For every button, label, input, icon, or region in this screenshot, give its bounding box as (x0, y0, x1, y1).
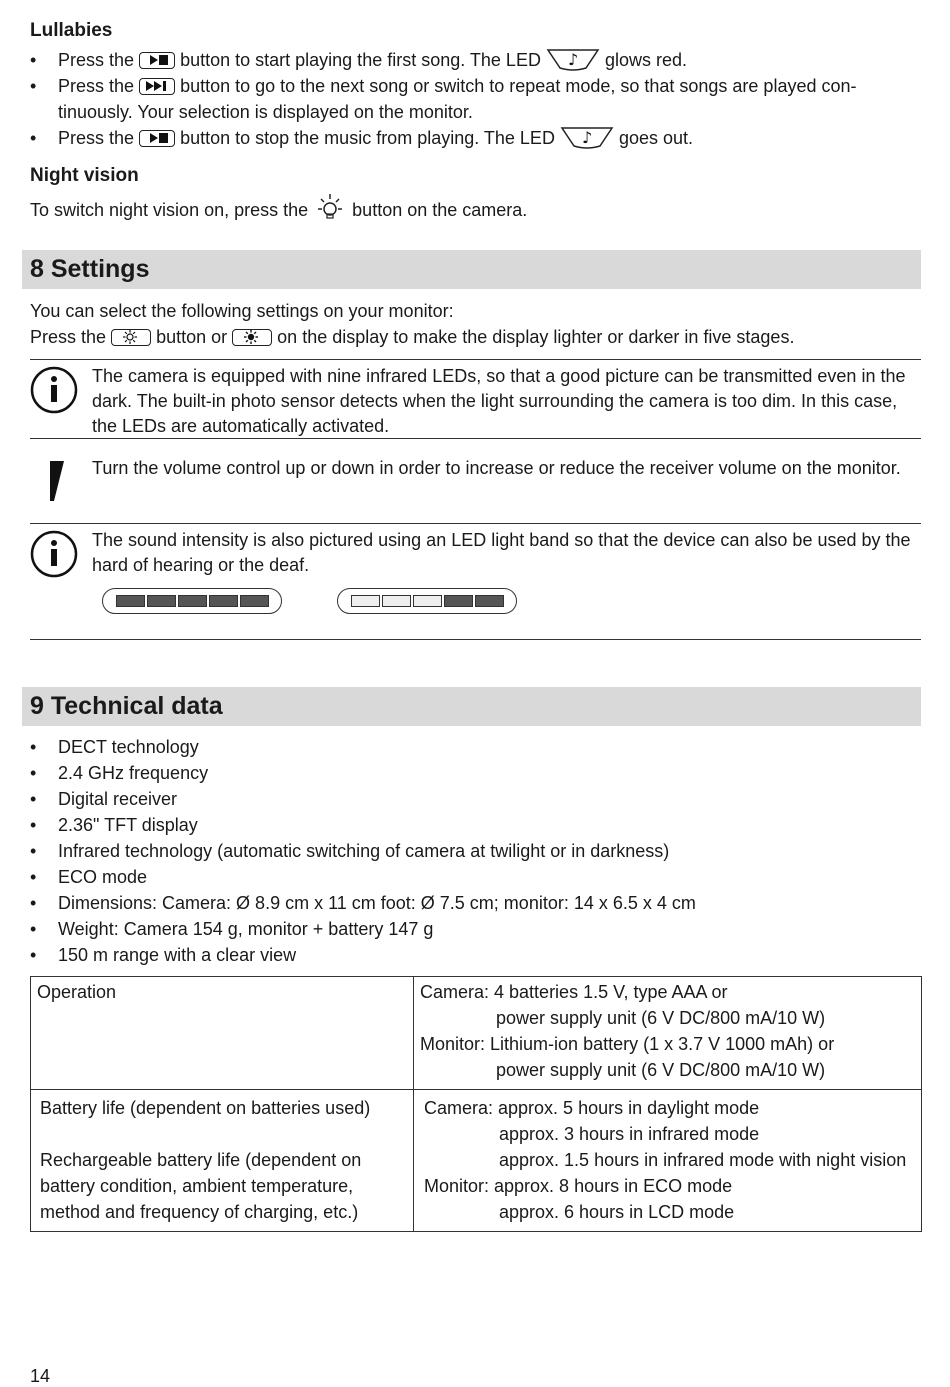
value-line: power supply unit (6 V DC/800 mA/10 W) (496, 1008, 826, 1028)
info-icon (30, 362, 92, 438)
table-row (31, 977, 922, 1090)
table-cell-value (414, 1090, 922, 1232)
warning-icon (30, 441, 92, 523)
value-line: approx. 6 hours in LCD mode (499, 1202, 735, 1222)
music-led-icon (546, 47, 600, 71)
settings-text: button or (156, 327, 228, 347)
list-item (30, 47, 921, 73)
value-line: approx. 1.5 hours in infrared mode with night vision (499, 1150, 907, 1170)
led-segment (116, 595, 145, 607)
list-item (30, 73, 921, 125)
settings-text: on the display to make the display lighter or darker in five stages. (277, 327, 795, 347)
led-segment (413, 595, 442, 607)
settings-heading: 8 Settings (22, 250, 921, 289)
led-segment (178, 595, 207, 607)
note-body (92, 526, 921, 639)
manual-page (30, 18, 921, 1232)
settings-brightness-text (30, 324, 921, 350)
warning-note (30, 438, 921, 523)
lullabies-heading: Lullabies (30, 20, 113, 41)
list-item-text: goes out. (618, 128, 694, 148)
operation-label: Operation (37, 982, 117, 1002)
info-note (30, 523, 921, 640)
list-item-text: button to go to the next song or switch to repeat mode, so that songs are played con-tinuously. Your selection is displayed on the monitor. (58, 76, 857, 122)
list-item: • Infrared technology (automatic switching of camera at twilight or in darkness) (30, 838, 921, 864)
night-vision-heading: Night vision (30, 165, 139, 186)
list-item: • DECT technology (30, 734, 921, 760)
settings-intro: You can select the following settings on your monitor: (30, 301, 454, 321)
brightness-down-icon (111, 329, 151, 346)
info-note (30, 359, 921, 438)
note-text: The camera is equipped with nine infrared LEDs, so that a good picture can be transmitted even in the dark. The built-in photo sensor detects when the light surrounding the camera is too dim. In this case, the LEDs are automatically activated. (92, 366, 906, 436)
value-line: approx. 3 hours in infrared mode (499, 1124, 760, 1144)
list-item: • 2.36" TFT display (30, 812, 921, 838)
night-vision-text-after: button on the camera. (352, 200, 528, 220)
led-segment (382, 595, 411, 607)
list-item: • Dimensions: Camera: Ø 8.9 cm x 11 cm foot: Ø 7.5 cm; monitor: 14 x 6.5 x 4 cm (30, 890, 921, 916)
value-line: Camera: 4 batteries 1.5 V, type AAA or (420, 982, 728, 1002)
note-text: The sound intensity is also pictured using an LED light band so that the device can also be used by the hard of hearing or the deaf. (92, 530, 911, 575)
night-vision-text-before: To switch night vision on, press the (30, 200, 309, 220)
settings-text: Press the (30, 327, 107, 347)
list-item (30, 125, 921, 151)
list-item-text: button to stop the music from playing. The LED (180, 128, 555, 148)
svg-text:♪: ♪ (581, 128, 593, 147)
value-line: power supply unit (6 V DC/800 mA/10 W) (496, 1060, 826, 1080)
music-led-icon (560, 125, 614, 149)
value-line: Monitor: approx. 8 hours in ECO mode (424, 1176, 733, 1196)
led-band-partial (337, 588, 517, 614)
list-item: • ECO mode (30, 864, 921, 890)
led-band-full (102, 588, 282, 614)
battery-life-label: Battery life (dependent on batteries used) (40, 1098, 371, 1118)
led-segment (147, 595, 176, 607)
play-stop-button-icon (139, 130, 175, 147)
led-segment (444, 595, 473, 607)
note-text: Turn the volume control up or down in order to increase or reduce the receiver volume on the monitor. (92, 458, 901, 478)
led-segment (351, 595, 380, 607)
page-number: 14 (30, 1366, 51, 1386)
led-segment (240, 595, 269, 607)
list-item-text: Press the (58, 50, 135, 70)
info-icon (30, 526, 92, 639)
list-item: • 150 m range with a clear view (30, 942, 921, 968)
table-row (31, 1090, 922, 1232)
list-item-text: Press the (58, 128, 135, 148)
technical-list (30, 734, 921, 968)
table-cell-value (414, 977, 922, 1090)
value-line: Camera: approx. 5 hours in daylight mode (424, 1098, 760, 1118)
list-item: • Digital receiver (30, 786, 921, 812)
svg-text:♪: ♪ (567, 50, 579, 69)
rechargeable-life-label: Rechargeable battery life (dependent on battery condition, ambient temperature, method and frequency of charging, etc.) (40, 1150, 362, 1222)
list-item-text: button to start playing the first song. The LED (180, 50, 541, 70)
lullabies-list (30, 47, 921, 151)
skip-forward-button-icon (139, 78, 175, 95)
play-stop-button-icon (139, 52, 175, 69)
table-cell-label (31, 977, 414, 1090)
table-cell-label (31, 1090, 414, 1232)
night-vision-text (30, 192, 921, 229)
list-item: • Weight: Camera 154 g, monitor + battery 147 g (30, 916, 921, 942)
list-item-text: Press the (58, 76, 135, 96)
led-segment (475, 595, 504, 607)
technical-table (30, 976, 922, 1232)
value-line: Monitor: Lithium-ion battery (1 x 3.7 V 1000 mAh) or (420, 1034, 835, 1054)
brightness-up-icon (232, 329, 272, 346)
night-vision-button-icon (313, 192, 347, 229)
list-item: • 2.4 GHz frequency (30, 760, 921, 786)
list-item-text: glows red. (604, 50, 688, 70)
led-band-group (102, 588, 517, 614)
led-segment (209, 595, 238, 607)
technical-heading: 9 Technical data (22, 687, 921, 726)
